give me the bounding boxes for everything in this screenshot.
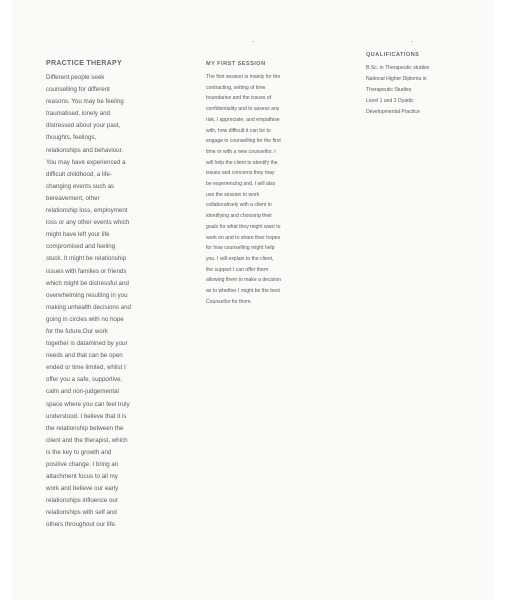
first-session-section — [206, 61, 306, 307]
first-session-text: The first session is mainly for the contracting, setting of time boundaries and the issues of confidentiality and to assess any risk. I appreciate, and empathise with, how difficult it can be to engage in counselling for the first time or with a new counsellor. I will help the client to identify the issues and concerns they may be experiencing and, I will also use the session to work collaboratively with a client in identifying and choosing their goals for what they might want to work on and to share their hopes for how counselling might help you. I will explain to the client, the support I can offer them allowing them to make a decision as to whether I might be the best Counsellor for them. — [206, 74, 282, 305]
practice-therapy-heading: PRACTICE THERAPY — [46, 60, 122, 67]
decorative-dot — [252, 41, 254, 42]
qualifications-section — [366, 52, 466, 118]
qualifications-heading: QUALIFICATIONS — [366, 52, 420, 58]
decorative-dot — [411, 41, 413, 42]
practice-therapy-text: Different people seek counselling for different reasons. You may be feeling traumatised, lonely and distressed about your past, thoughts, feelings, relationships and behaviour. You may have experienced a difficult childhood, a life- changing events such as bereavement, other relationship loss, employment loss or any other events which might have left your life compromised and feeling stuck. It might be relationship issues with families or friends which might be distressful and overwhelming resulting in you making unhealth decisions and going in circles with no hope for the future.Our work together is datamined by your needs and that can be open ended or time limited, whilst I offer you a safe, supportive, calm and non-judgemental space where you can feel truly understood. I believe that it is the relationship between the client and the therapist, which is the key to growth and positive change. I bring an attachment focus to all my work and believe our early relationships influence our relationships with self and others throughout our life. — [46, 74, 131, 529]
practice-therapy-section — [46, 60, 151, 532]
qualifications-text: B.Sc. in Therapeutic studies National Higher Diploma in Therapeutic Studies Level 1 and 2 Dyadic Developmental Practice — [366, 65, 430, 115]
first-session-heading: MY FIRST SESSION — [206, 61, 266, 67]
page-panel — [12, 0, 494, 600]
